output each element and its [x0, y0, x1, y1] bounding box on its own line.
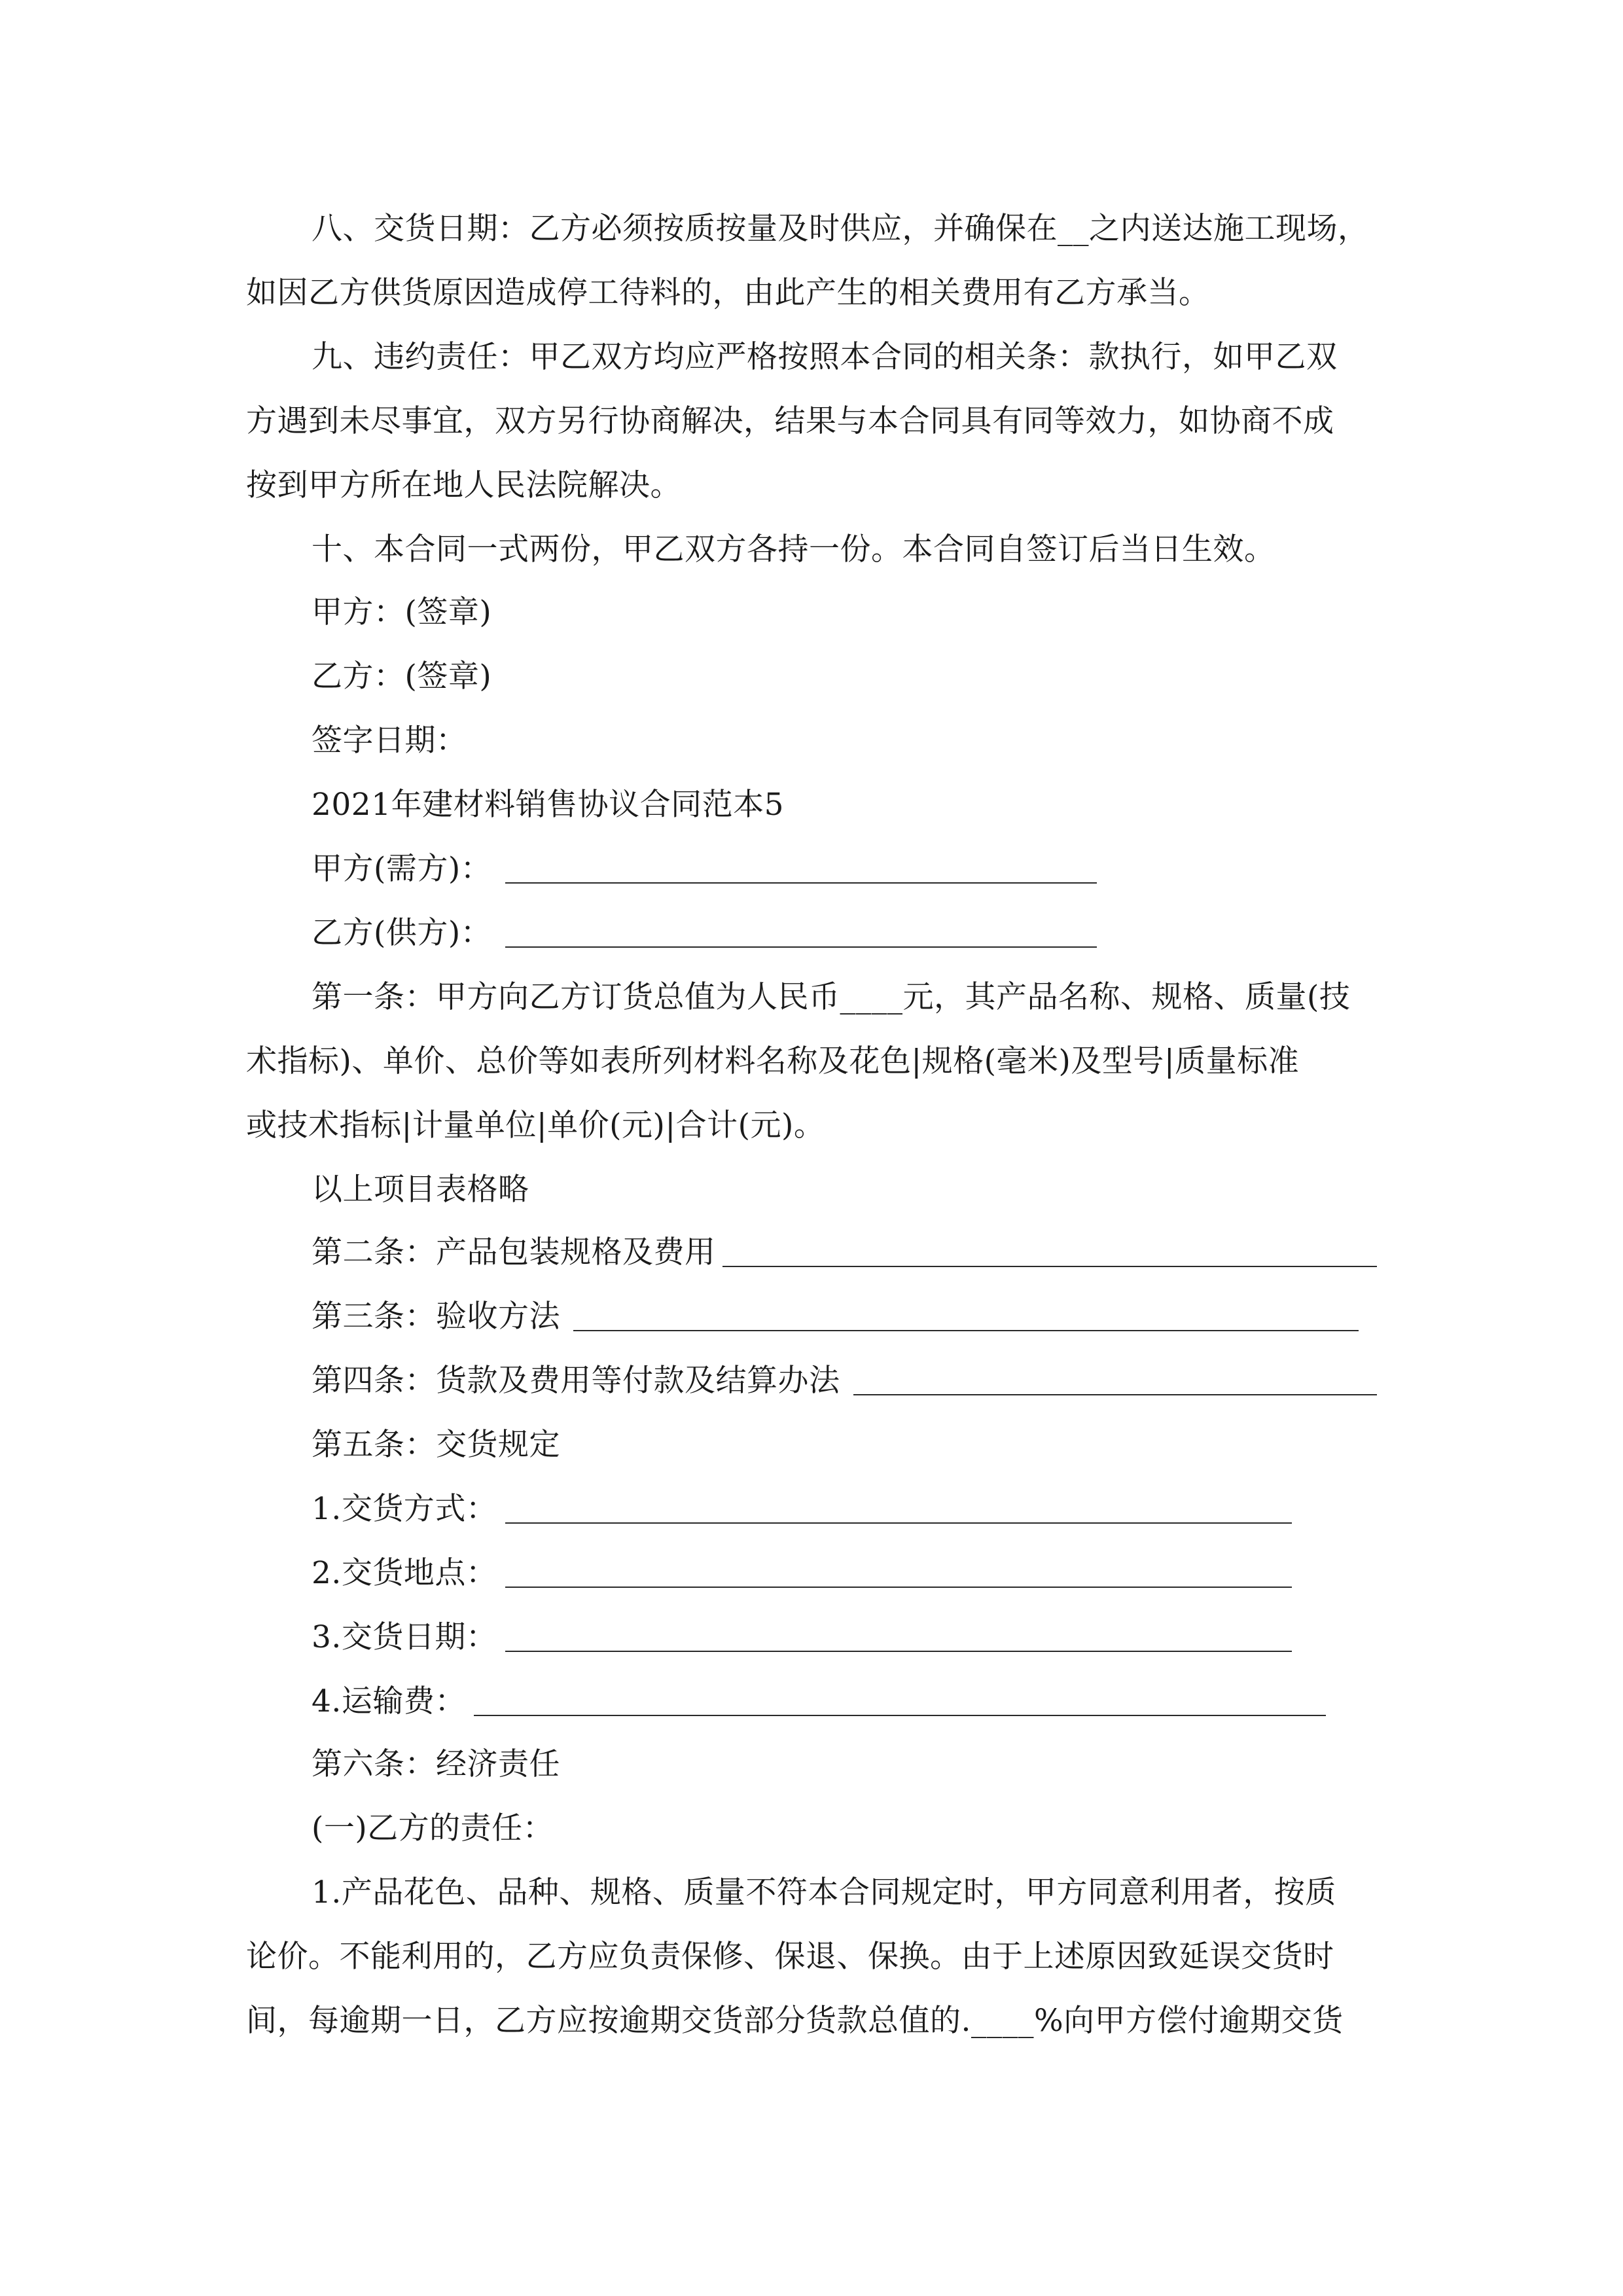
article-1-line-3: 或技术指标|计量单位|单价(元)|合计(元)。	[246, 1107, 825, 1143]
delivery-place-blank[interactable]	[505, 1587, 1292, 1588]
clause-9-line-3: 按到甲方所在地人民法院解决。	[246, 467, 681, 503]
article-4-blank[interactable]	[853, 1394, 1377, 1395]
delivery-place-label: 2.交货地点：	[312, 1555, 497, 1591]
section-title: 2021年建材料销售协议合同范本5	[312, 787, 785, 823]
article-1-line-1: 第一条：甲方向乙方订货总值为人民币____元，其产品名称、规格、质量(技	[312, 979, 1351, 1015]
responsibility-b-heading: (一)乙方的责任：	[312, 1810, 554, 1846]
responsibility-1-line-1: 1.产品花色、品种、规格、质量不符本合同规定时，甲方同意利用者，按质	[312, 1874, 1336, 1910]
clause-9-line-2: 方遇到未尽事宜，双方另行协商解决，结果与本合同具有同等效力，如协商不成	[246, 403, 1334, 439]
article-2-label: 第二条：产品包装规格及费用	[312, 1234, 716, 1270]
article-1-line-2: 术指标)、单价、总价等如表所列材料名称及花色|规格(毫米)及型号|质量标准	[246, 1043, 1300, 1079]
freight-label: 4.运输费：	[312, 1683, 466, 1719]
article-5-label: 第五条：交货规定	[312, 1427, 560, 1463]
clause-8-line-2: 如因乙方供货原因造成停工待料的，由此产生的相关费用有乙方承当。	[246, 275, 1210, 311]
responsibility-1-line-3: 间，每逾期一日，乙方应按逾期交货部分货款总值的.____%向甲方偿付逾期交货	[246, 2003, 1344, 2039]
signature-date: 签字日期：	[312, 723, 467, 759]
delivery-date-label: 3.交货日期：	[312, 1619, 497, 1655]
clause-8-line-1	[312, 209, 1377, 249]
freight-blank[interactable]	[474, 1715, 1326, 1716]
party-b-label: 乙方(供方)：	[312, 915, 492, 951]
party-a-blank[interactable]	[505, 882, 1097, 884]
clause-10: 十、本合同一式两份，甲乙双方各持一份。本合同自签订后当日生效。	[312, 531, 1275, 567]
article-3-blank[interactable]	[573, 1330, 1359, 1331]
clause-8-text-1: 八、交货日期：乙方必须按质按量及时供应，并确保在__之内送达施工现场，	[312, 211, 1369, 247]
responsibility-1-line-2: 论价。不能利用的，乙方应负责保修、保退、保换。由于上述原因致延误交货时	[246, 1939, 1334, 1975]
article-3-label: 第三条：验收方法	[312, 1299, 560, 1335]
party-b-blank[interactable]	[505, 946, 1097, 948]
delivery-method-label: 1.交货方式：	[312, 1491, 497, 1527]
article-6-label: 第六条：经济责任	[312, 1746, 560, 1782]
article-2-blank[interactable]	[722, 1266, 1377, 1267]
table-omitted-note: 以上项目表格略	[312, 1172, 529, 1208]
delivery-method-blank[interactable]	[505, 1522, 1292, 1524]
clause-9-line-1: 九、违约责任：甲乙双方均应严格按照本合同的相关条：款执行，如甲乙双	[312, 339, 1338, 375]
signature-party-b: 乙方：(签章)	[312, 658, 492, 694]
delivery-date-blank[interactable]	[505, 1651, 1292, 1652]
party-a-label: 甲方(需方)：	[312, 851, 492, 887]
article-4-label: 第四条：货款及费用等付款及结算办法	[312, 1363, 840, 1399]
signature-party-a: 甲方：(签章)	[312, 594, 492, 630]
